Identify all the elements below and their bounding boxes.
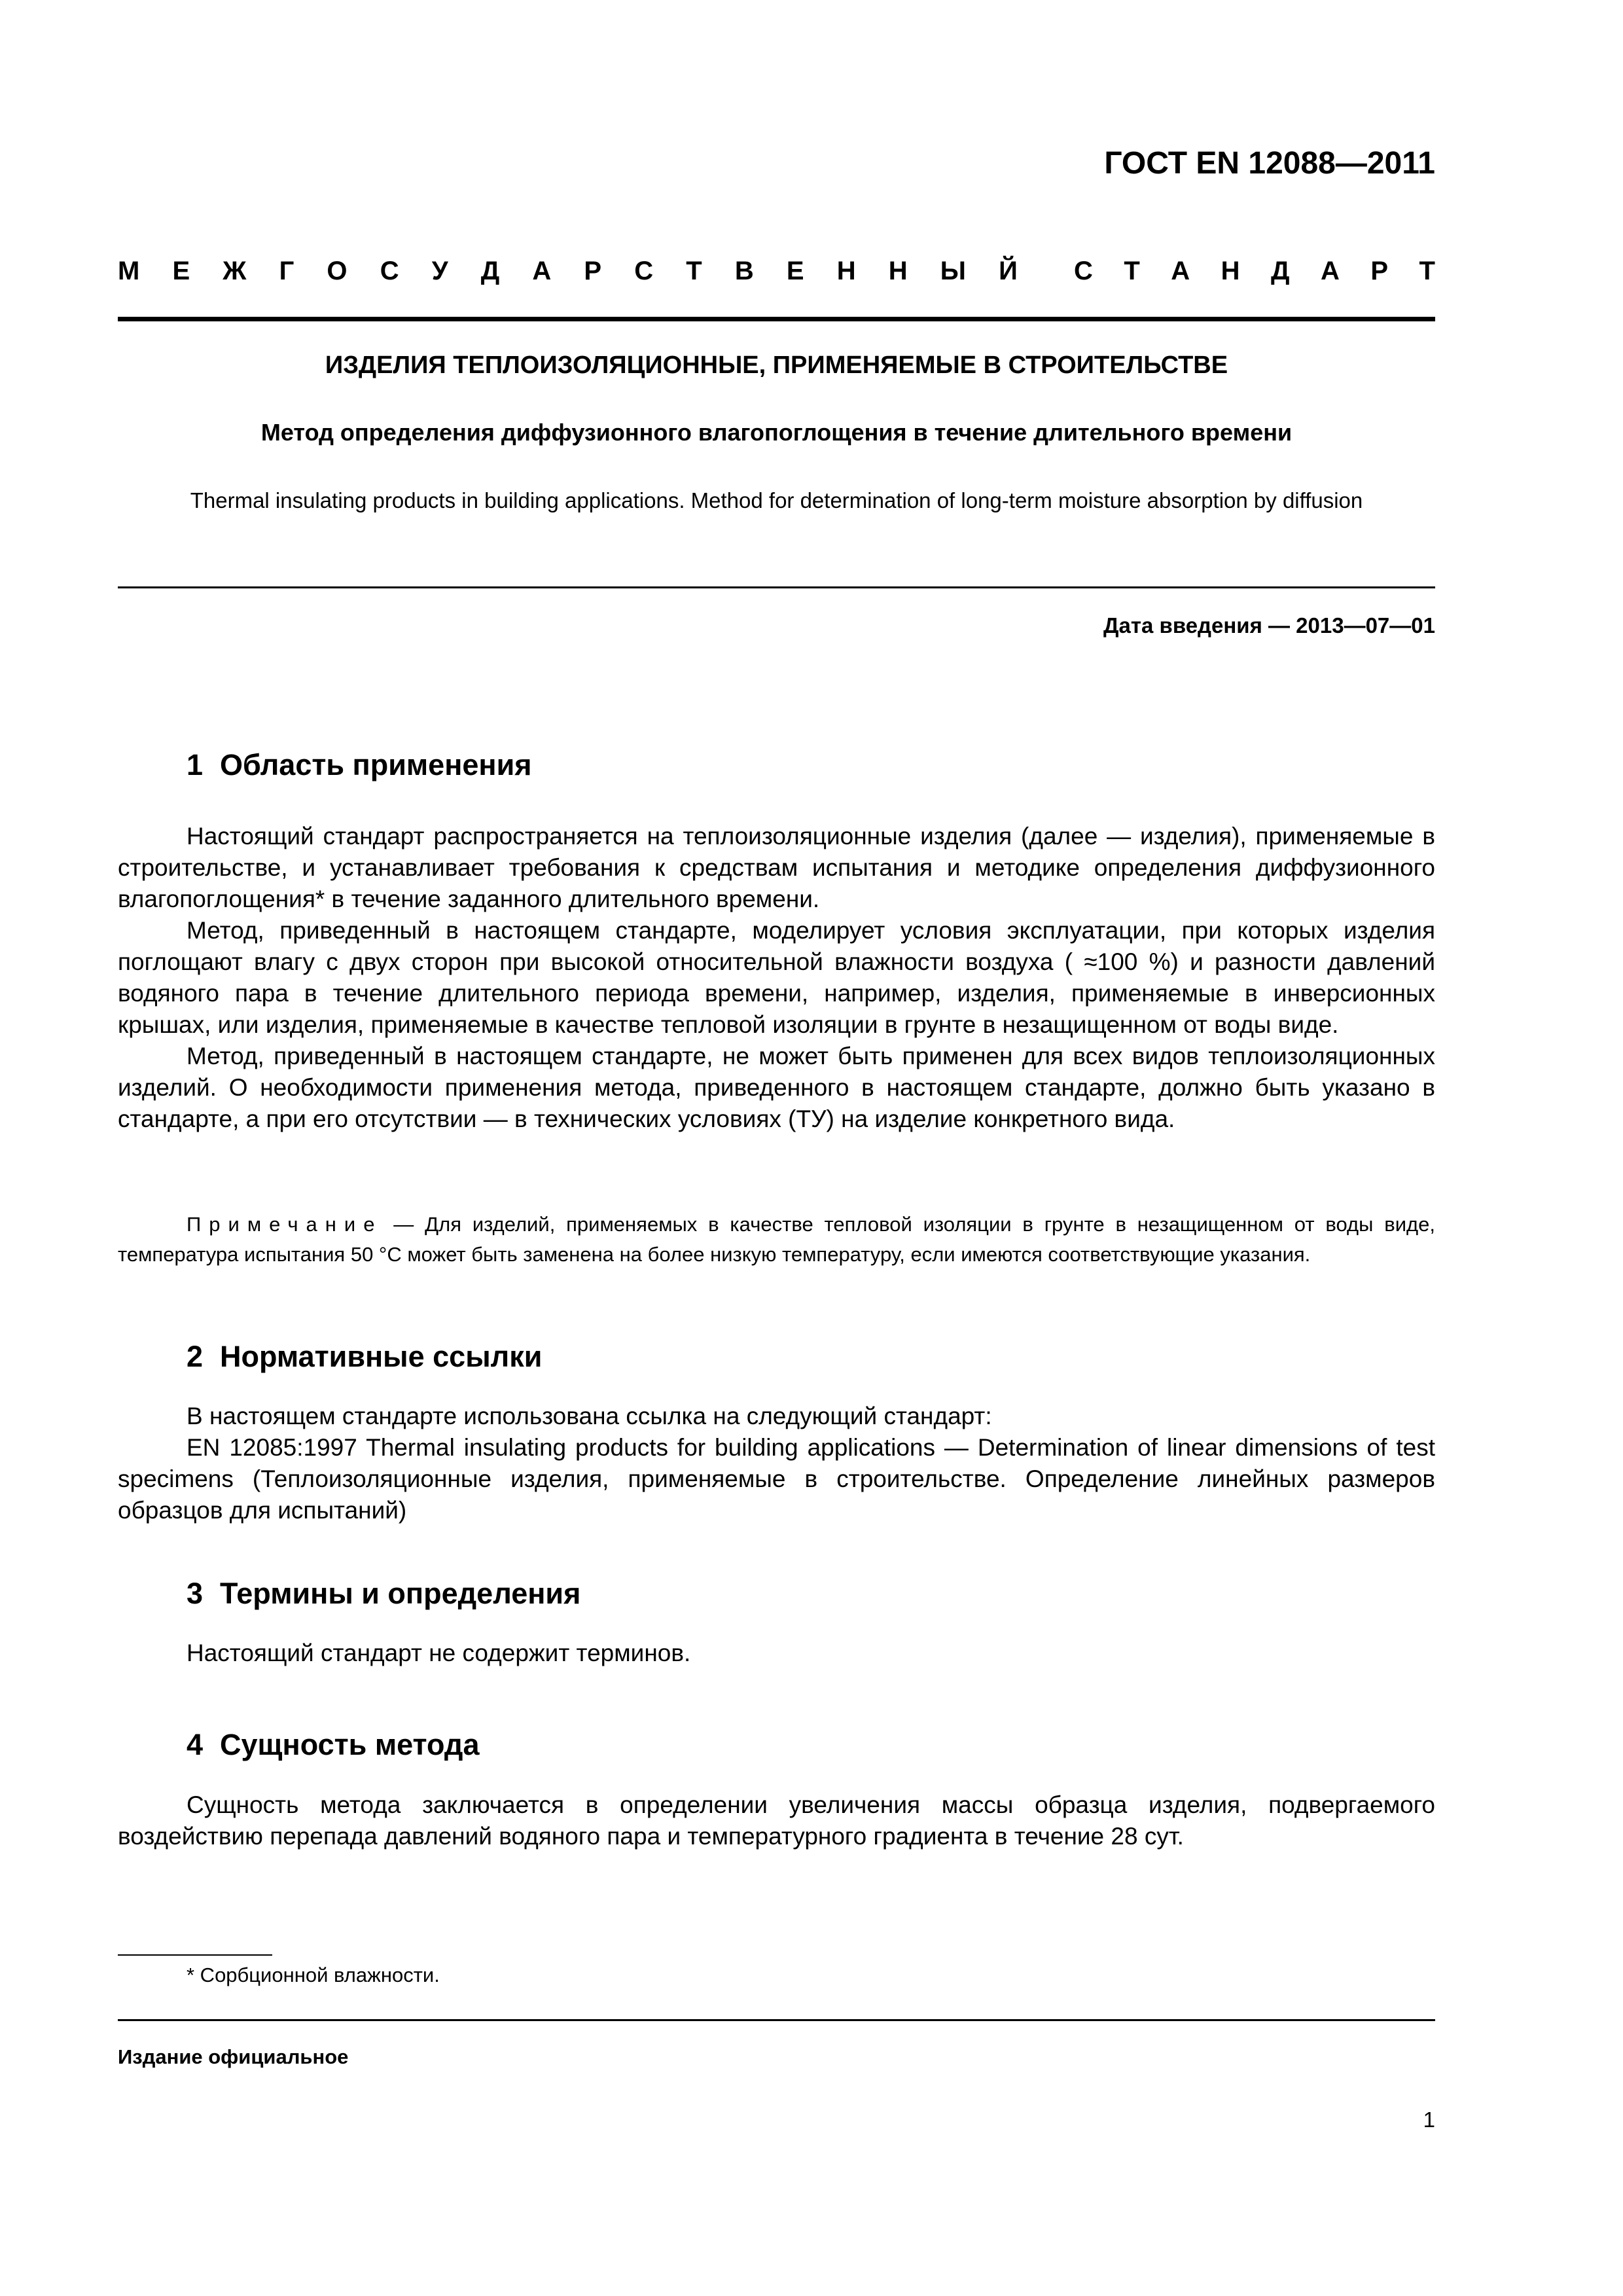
paragraph: Сущность метода заключается в определении увеличения массы образца изделия, подвергаемого воздействию перепада давлений водяного пара и температурного градиента в течение 28 сут. (118, 1791, 1435, 1850)
section-body-method-essence (118, 1789, 1435, 1852)
section-body-terms (118, 1638, 1435, 1669)
letter: Й (999, 257, 1018, 285)
letter: С (380, 257, 399, 285)
letter: С (634, 257, 654, 285)
section-number: 3 (187, 1577, 204, 1610)
section-heading-references (187, 1340, 542, 1374)
section-heading-scope (187, 748, 532, 782)
section-number: 2 (187, 1340, 204, 1373)
edition-label: Издание официальное (118, 2045, 349, 2068)
section-title: Термины и определения (220, 1577, 581, 1610)
standard-designation: ГОСТ EN 12088—2011 (1104, 146, 1435, 181)
letter: Д (480, 257, 500, 285)
letter: Т (686, 257, 702, 285)
letter: О (327, 257, 348, 285)
letter: Т (1419, 257, 1435, 285)
document-subtitle-ru: Метод определения диффузионного влагопоглощения в течение длительного времени (260, 419, 1293, 446)
letter: Н (888, 257, 908, 285)
letter: Е (786, 257, 804, 285)
letter: С (1074, 257, 1093, 285)
paragraph: Метод, приведенный в настоящем стандарте, не может быть применен для всех видов теплоизоляционных изделий. О необходимости применения метода, приведенного в настоящем стандарте, должно быть указано в стандарте, а при его отсутствии — в технических условиях (ТУ) на изделие конкретного вида. (118, 1043, 1435, 1132)
letter: Ж (223, 257, 247, 285)
note-label: Примечание (187, 1213, 383, 1236)
document-title-ru: ИЗДЕЛИЯ ТЕПЛОИЗОЛЯЦИОННЫЕ, ПРИМЕНЯЕМЫЕ В СТРОИТЕЛЬСТВЕ (325, 351, 1228, 379)
header-divider (118, 317, 1435, 321)
standard-kind-word-standard (1074, 257, 1435, 286)
letter: А (1171, 257, 1190, 285)
title-divider (118, 586, 1435, 588)
letter: М (118, 257, 140, 285)
letter: Ы (940, 257, 966, 285)
page-number: 1 (1423, 2108, 1435, 2132)
paragraph: Настоящий стандарт не содержит терминов. (187, 1640, 691, 1666)
footer-divider (118, 2019, 1435, 2021)
letter: Р (584, 257, 602, 285)
section-number: 1 (187, 748, 204, 781)
section-body-scope (118, 821, 1435, 1135)
section-title: Нормативные ссылки (220, 1340, 543, 1373)
paragraph: Настоящий стандарт распространяется на теплоизоляционные изделия (далее — изделия), применяемые в строительстве, и устанавливает требования к средствам испытания и методике определения диффузионного влагопоглощения* в течение заданного длительного времени. (118, 823, 1435, 912)
footnote-separator (118, 1954, 272, 1956)
letter: Д (1270, 257, 1290, 285)
letter: Н (836, 257, 856, 285)
letter: Р (1370, 257, 1388, 285)
standard-kind-heading (118, 257, 1435, 286)
section-body-references (118, 1401, 1435, 1526)
footnote: * Сорбционной влажности. (187, 1964, 440, 1986)
paragraph: Метод, приведенный в настоящем стандарте, моделирует условия эксплуатации, при которых изделия поглощают влагу с двух сторон при высокой относительной влажности воздуха ( ≈100 %) и разности давлений водяного пара в течение длительного периода времени, например, изделия, применяемые в инверсионных крышах, или изделия, применяемые в качестве тепловой изоляции в грунте в незащищенном от воды виде. (118, 917, 1435, 1038)
letter: Т (1124, 257, 1140, 285)
introduction-date: Дата введения — 2013—07—01 (1103, 613, 1435, 637)
section-title: Область применения (220, 748, 532, 781)
letter: А (1320, 257, 1340, 285)
section-heading-terms (187, 1577, 580, 1611)
note-text: — Для изделий, применяемых в качестве тепловой изоляции в грунте в незащищенном от воды виде, температура испытания 50 °С может быть заменена на более низкую температуру, если имеются соответствующие указания. (118, 1213, 1435, 1266)
section-heading-method-essence (187, 1728, 479, 1762)
paragraph: В настоящем стандарте использована ссылка на следующий стандарт: (187, 1403, 992, 1429)
paragraph: EN 12085:1997 Thermal insulating products for building applications — Determination of linear dimensions of test specimens (Теплоизоляционные изделия, применяемые в строительстве. Определение линейных размеров образцов для испытаний) (118, 1434, 1435, 1524)
document-title-en: Thermal insulating products in building applications. Method for determination of long-term moisture absorption by diffusion (190, 488, 1363, 512)
letter: В (734, 257, 754, 285)
letter: А (532, 257, 552, 285)
standard-kind-word-interstate (118, 257, 1018, 286)
letter: Г (279, 257, 294, 285)
section-number: 4 (187, 1728, 204, 1761)
letter: Е (172, 257, 190, 285)
letter: У (431, 257, 448, 285)
note (118, 1210, 1435, 1270)
section-title: Сущность метода (220, 1728, 480, 1761)
letter: Н (1221, 257, 1240, 285)
